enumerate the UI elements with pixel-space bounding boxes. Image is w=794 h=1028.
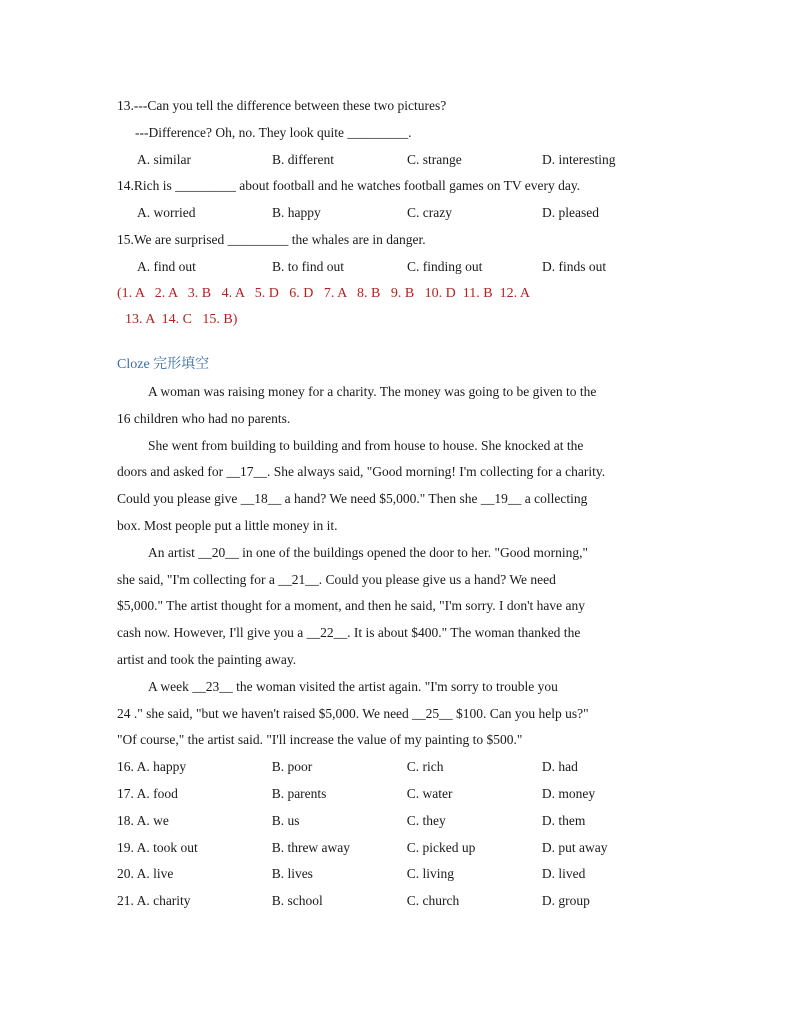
cloze-question-20 xyxy=(117,861,677,888)
cloze-question-16 xyxy=(117,754,677,781)
option-a: A. happy xyxy=(136,759,187,775)
option-a: A. similar xyxy=(137,151,191,167)
question-14-options xyxy=(117,200,677,227)
option-b: B. school xyxy=(271,893,323,909)
paragraph-line: $5,000." The artist thought for a moment, and then he said, "I'm sorry. I don't have any xyxy=(117,598,586,614)
paragraph-line: cash now. However, I'll give you a __22__. It is about $400." The woman thanked the xyxy=(117,625,581,641)
answer-key-line-2: 13. A 14. C 15. B) xyxy=(125,312,238,328)
paragraph-line: An artist __20__ in one of the buildings opened the door to her. "Good morning," xyxy=(148,544,588,560)
option-d: D. them xyxy=(541,812,586,828)
option-c: C. living xyxy=(406,866,455,882)
option-d: D. money xyxy=(541,785,596,801)
paragraph-line: box. Most people put a little money in it. xyxy=(117,517,338,533)
paragraph-line: She went from building to building and from house to house. She knocked at the xyxy=(148,437,584,453)
question-number: 20. xyxy=(117,866,134,882)
option-d: D. interesting xyxy=(542,151,616,167)
option-a: A. food xyxy=(136,785,178,801)
paragraph-line: "Of course," the artist said. "I'll increase the value of my painting to $500." xyxy=(117,732,523,748)
option-d: D. put away xyxy=(541,839,608,855)
question-number: 16. xyxy=(117,759,134,775)
option-b: B. different xyxy=(272,151,334,167)
option-c: C. crazy xyxy=(407,205,452,221)
option-c: C. picked up xyxy=(406,839,476,855)
option-a: A. find out xyxy=(137,258,196,274)
option-a: A. charity xyxy=(136,893,191,909)
option-d: D. pleased xyxy=(542,205,599,221)
option-c: C. church xyxy=(406,893,460,909)
cloze-question-21 xyxy=(117,888,677,915)
cloze-paragraph-1 xyxy=(117,379,677,433)
question-number: 21. xyxy=(117,893,134,909)
option-a: A. worried xyxy=(137,205,196,221)
option-b: B. threw away xyxy=(271,839,351,855)
option-a: A. live xyxy=(136,866,174,882)
option-d: D. finds out xyxy=(542,258,607,274)
question-number: 19. xyxy=(117,839,134,855)
cloze-paragraph-4 xyxy=(117,674,677,754)
question-number: 17. xyxy=(117,785,134,801)
cloze-question-17 xyxy=(117,781,677,808)
paragraph-line: 16 children who had no parents. xyxy=(117,410,291,426)
option-a: A. took out xyxy=(136,839,198,855)
option-b: B. poor xyxy=(271,759,313,775)
paragraph-line: she said, "I'm collecting for a __21__. Could you please give us a hand? We need xyxy=(117,571,556,587)
cloze-section-title: Cloze 完形填空 xyxy=(117,357,210,373)
question-13-reply: ---Difference? Oh, no. They look quite _________. xyxy=(135,124,412,140)
cloze-question-18 xyxy=(117,808,677,835)
question-number: 18. xyxy=(117,812,134,828)
question-15-options xyxy=(117,254,677,281)
option-b: B. parents xyxy=(271,785,327,801)
paragraph-line: Could you please give __18__ a hand? We need $5,000." Then she __19__ a collecting xyxy=(117,491,588,507)
paragraph-line: A woman was raising money for a charity. The money was going to be given to the xyxy=(148,383,597,399)
cloze-paragraph-2 xyxy=(117,433,677,540)
option-c: C. finding out xyxy=(407,258,483,274)
paragraph-line: A week __23__ the woman visited the artist again. "I'm sorry to trouble you xyxy=(148,678,558,694)
question-14-stem: 14.Rich is _________ about football and he watches football games on TV every day. xyxy=(117,178,581,194)
option-c: C. water xyxy=(406,785,453,801)
answer-key-line-1: (1. A 2. A 3. B 4. A 5. D 6. D 7. A 8. B 9. B 10. D 11. B 12. A xyxy=(117,285,530,301)
option-b: B. to find out xyxy=(272,258,345,274)
option-c: C. strange xyxy=(407,151,462,167)
question-13-options xyxy=(117,147,677,174)
option-c: C. they xyxy=(406,812,446,828)
option-c: C. rich xyxy=(406,759,444,775)
paragraph-line: artist and took the painting away. xyxy=(117,651,297,667)
paragraph-line: 24 ." she said, "but we haven't raised $5,000. We need __25__ $100. Can you help us?" xyxy=(117,705,589,721)
option-b: B. lives xyxy=(271,866,313,882)
cloze-question-19 xyxy=(117,835,677,862)
worksheet-page xyxy=(117,93,677,915)
option-b: B. happy xyxy=(272,205,321,221)
option-d: D. had xyxy=(541,759,578,775)
question-15-stem: 15.We are surprised _________ the whales are in danger. xyxy=(117,231,426,247)
option-d: D. group xyxy=(541,893,590,909)
paragraph-line: doors and asked for __17__. She always said, "Good morning! I'm collecting for a charity. xyxy=(117,464,606,480)
cloze-paragraph-3 xyxy=(117,540,677,674)
option-a: A. we xyxy=(136,812,169,828)
question-13-stem: 13.---Can you tell the difference between these two pictures? xyxy=(117,98,447,113)
option-d: D. lived xyxy=(541,866,586,882)
option-b: B. us xyxy=(271,812,300,828)
